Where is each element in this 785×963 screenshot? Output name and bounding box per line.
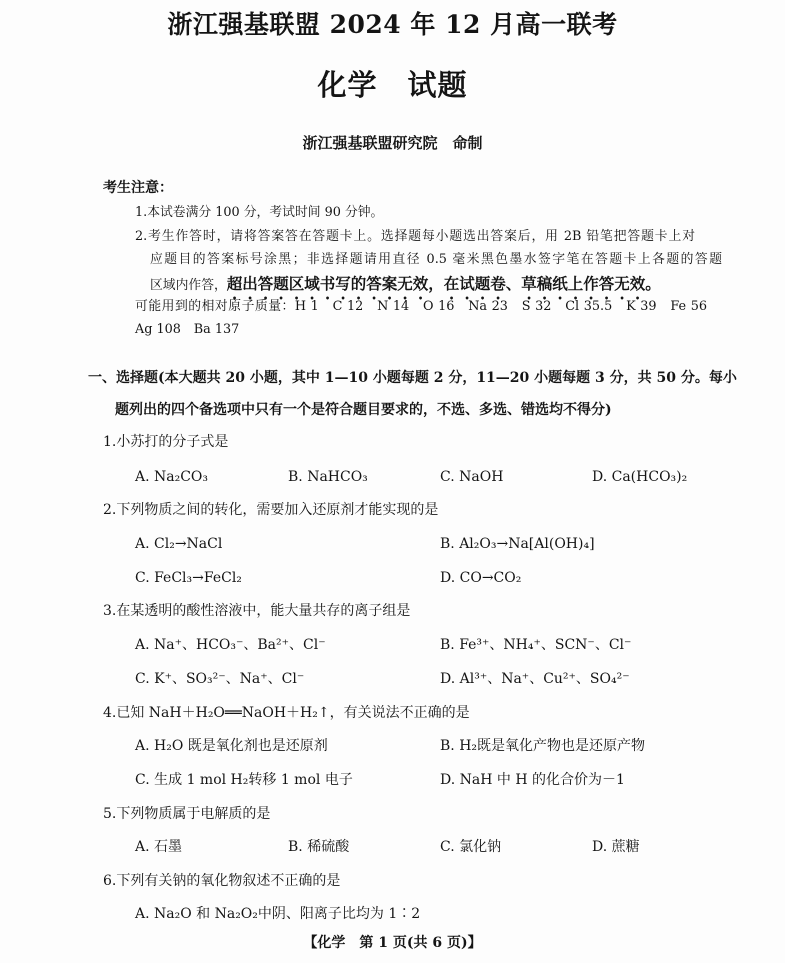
page-footer: 【化学 第 1 页(共 6 页)】 [303,935,482,951]
notice-item-2-line-1: 2.考生作答时，请将答案答在答题卡上。选择题每小题选出答案后，用 2B 铅笔把答题卡上对 [135,229,695,244]
option-d: D. NaH 中 H 的化合价为－1 [440,772,625,788]
option-d: D. CO→CO₂ [440,570,522,586]
atomic-masses-line-1: 可能用到的相对原子质量：H 1 C 12 N 14 O 16 Na 23 S 32 Cl 35.5 K 39 Fe 56 [135,299,707,314]
atomic-masses-line-2: Ag 108 Ba 137 [135,322,240,337]
option-c: C. FeCl₃→FeCl₂ [135,570,242,586]
question-stem: 3.在某透明的酸性溶液中，能大量共存的离子组是 [103,603,411,619]
option-b: B. 稀硫酸 [288,839,350,855]
option-c: C. NaOH [440,469,504,485]
section-heading-line-1: 一、选择题(本大题共 20 小题，其中 1—10 小题每题 2 分，11—20 小题每题 3 分，共 50 分。每小 [88,370,737,386]
notice-heading: 考生注意： [103,180,173,196]
question-stem: 6.下列有关钠的氧化物叙述不正确的是 [103,873,341,889]
question-stem: 4.已知 NaH＋H₂O══NaOH＋H₂↑，有关说法不正确的是 [103,705,470,721]
notice-plain-text: 区域内作答， [150,278,227,293]
subject-title: 化学 试题 [317,68,468,102]
option-c: C. 生成 1 mol H₂转移 1 mol 电子 [135,772,353,788]
option-d: D. Ca(HCO₃)₂ [592,469,688,485]
notice-item-2-line-2: 应题目的答案标号涂黑；非选择题请用直径 0.5 毫米黑色墨水签字笔在答题卡上各题的答题 [150,252,722,267]
option-b: B. Al₂O₃→Na[Al(OH)₄] [440,536,595,552]
option-a: A. Na₂O 和 Na₂O₂中阴、阳离子比均为 1∶2 [135,906,421,922]
option-b: B. H₂既是氧化产物也是还原产物 [440,738,646,754]
option-a: A. Na⁺、HCO₃⁻、Ba²⁺、Cl⁻ [135,637,326,653]
option-c: C. K⁺、SO₃²⁻、Na⁺、Cl⁻ [135,671,305,687]
notice-item-1: 1.本试卷满分 100 分，考试时间 90 分钟。 [135,205,384,220]
option-d: D. 蔗糖 [592,839,640,855]
option-d: D. Al³⁺、Na⁺、Cu²⁺、SO₄²⁻ [440,671,630,687]
option-c: C. 氯化钠 [440,839,502,855]
exam-title: 浙江强基联盟 2024 年 12 月高一联考 [167,10,618,39]
publisher-line: 浙江强基联盟研究院 命制 [302,134,483,152]
option-b: B. Fe³⁺、NH₄⁺、SCN⁻、Cl⁻ [440,637,632,653]
section-heading-line-2: 题列出的四个备选项中只有一个是符合题目要求的，不选、多选、错选均不得分) [115,402,612,418]
question-stem: 5.下列物质属于电解质的是 [103,806,271,822]
notice-emphasis-text: 超出答题区域书写的答案无效，在试题卷、草稿纸上作答无效。 [226,274,661,293]
question-stem: 2.下列物质之间的转化，需要加入还原剂才能实现的是 [103,502,439,518]
option-b: B. NaHCO₃ [288,469,368,485]
option-a: A. 石墨 [135,839,183,855]
option-a: A. Na₂CO₃ [135,469,209,485]
question-stem: 1.小苏打的分子式是 [103,434,229,450]
option-a: A. Cl₂→NaCl [135,536,223,552]
option-a: A. H₂O 既是氧化剂也是还原剂 [135,738,328,754]
